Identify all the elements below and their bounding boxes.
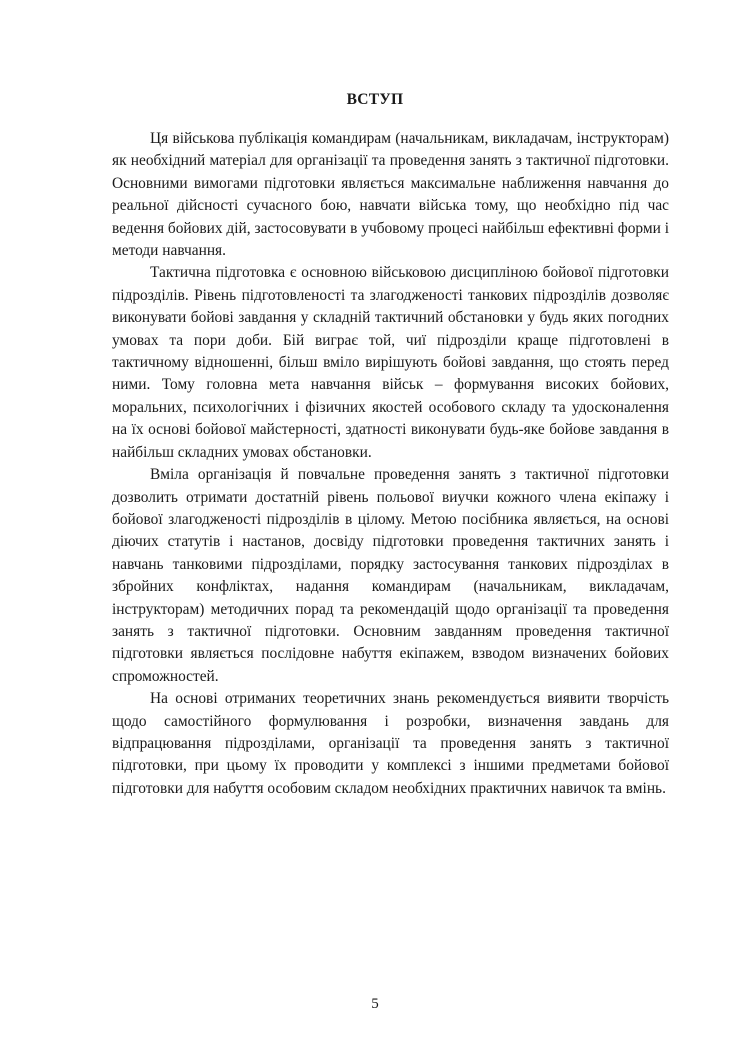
paragraph: Вміла організація й повчальне проведення занять з тактичної підготовки дозволить отримати достатній рівень польової виучки кожного члена екіпажу і бойової злагодженості підрозділів в цілому. Метою посібника являється, на основі діючих статутів і настанов, досвіду підготовки проведення тактичних занять і навчань танковими підрозділами, порядку застосування танкових підрозділах в збройних конфліктах, надання командирам (начальникам, викладачам, інструкторам) методичних порад та рекомендацій щодо організації та проведення занять з тактичної підготовки. Основним завданням проведення тактичної підготовки являється послідовне набуття екіпажем, взводом визначених бойових спроможностей. [112,466,669,685]
page-number: 5 [371,996,379,1012]
paragraph: Тактична підготовка є основною військовою дисципліною бойової підготовки підрозділів. Рівень підготовленості та злагодженості танкових підрозділів дозволяє виконувати бойові завдання у складній тактичний обстановки у будь яких погодних умовах та пори доби. Бій виграє той, чиї підрозділи краще підготовлені в тактичному відношенні, більш вміло вирішують бойові завдання, що стоять перед ними. Тому головна мета навчання військ – формування високих бойових, моральних, психологічних і фізичних якостей особового складу та удосконалення на їх основі бойової майстерності, здатності виконувати будь-яке бойове завдання в найбільш складних умовах обстановки. [112,264,669,461]
body-text [112,128,669,800]
paragraph: Ця військова публікація командирам (начальникам, викладачам, інструкторам) як необхідний матеріал для організації та проведення занять з тактичної підготовки. Основними вимогами підготовки являється максимальне наближення навчання до реальної дійсності сучасного бою, навчати війська тому, що необхідно під час ведення бойових дій, застосовувати в учбовому процесі найбільш ефективні форми і методи навчання. [112,130,669,260]
section-heading: ВСТУП [346,91,404,108]
paragraph: На основі отриманих теоретичних знань рекомендується виявити творчість щодо самостійного формулювання і розробки, визначення завдань для відпрацювання підрозділами, організації та проведення занять з тактичної підготовки, при цьому їх проводити у комплексі з іншими предметами бойової підготовки для набуття особовим складом необхідних практичних навичок та вмінь. [112,690,669,797]
